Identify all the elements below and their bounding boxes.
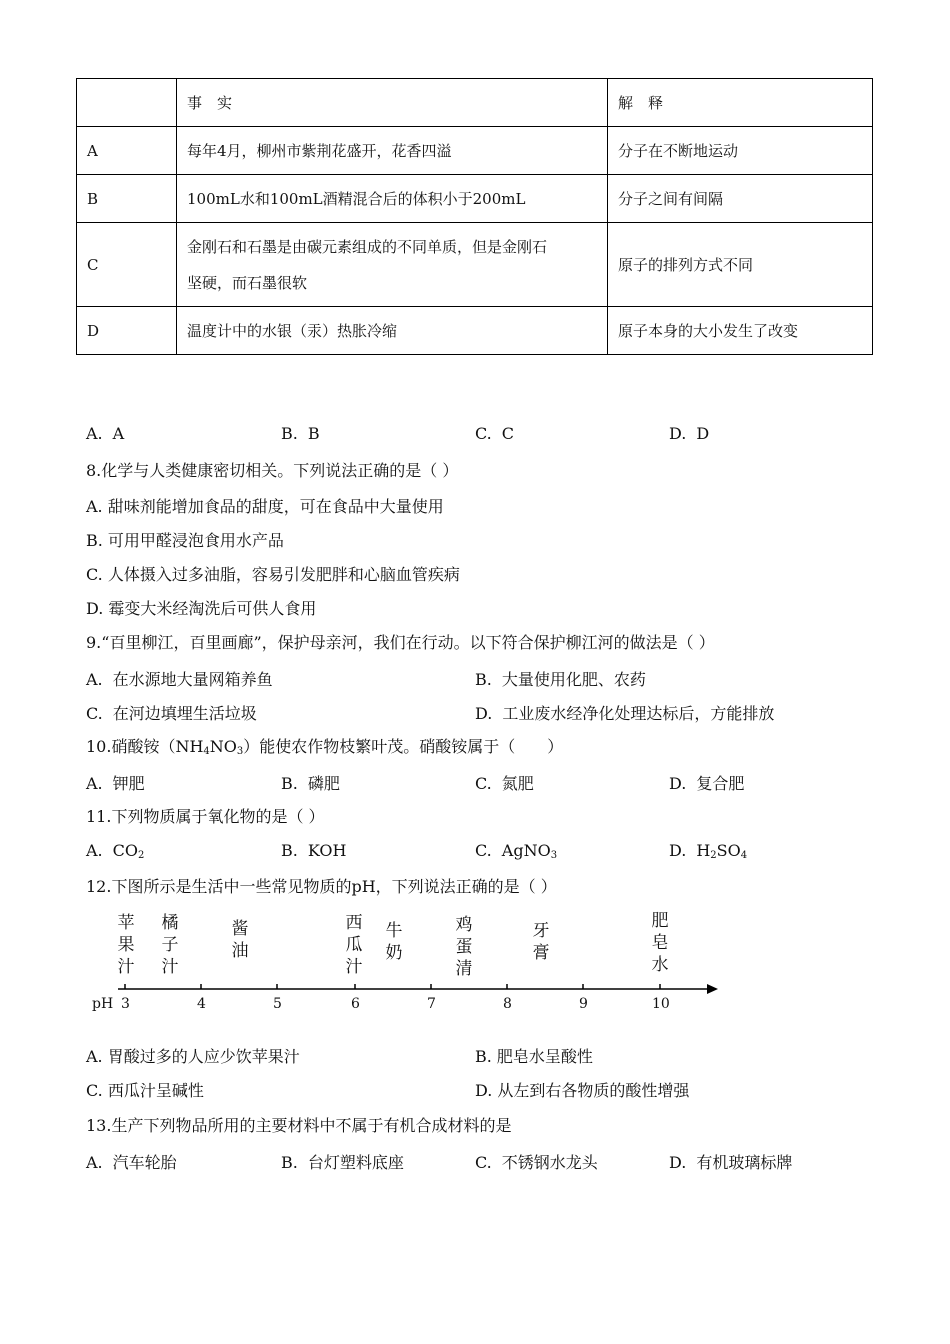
ph-tick-label: 9	[579, 996, 588, 1012]
q10-option-c[interactable]: C. 氮肥	[475, 774, 534, 793]
q12-option-d[interactable]: D. 从左到右各物质的酸性增强	[475, 1081, 690, 1100]
table-header-cell: 事 实	[177, 79, 608, 127]
q8-option-b[interactable]: B. 可用甲醛浸泡食用水产品	[86, 531, 284, 550]
ph-axis-arrow-icon	[707, 984, 718, 994]
q12-option-b[interactable]: B. 肥皂水呈酸性	[475, 1047, 593, 1066]
table-header-cell: 解 释	[608, 79, 873, 127]
substance-label: 酱油	[231, 919, 249, 961]
substance-label: 牙膏	[532, 921, 550, 963]
q7-option-d[interactable]: D. D	[669, 424, 710, 443]
q12-option-c[interactable]: C. 西瓜汁呈碱性	[86, 1081, 204, 1100]
q13-option-a[interactable]: A. 汽车轮胎	[86, 1153, 177, 1172]
row-key: D	[77, 307, 177, 355]
q13-stem: 13.生产下列物品所用的主要材料中不属于有机合成材料的是	[86, 1116, 512, 1135]
ph-tick-label: 7	[427, 996, 436, 1012]
q10-option-b[interactable]: B. 磷肥	[281, 774, 340, 793]
q8-option-c[interactable]: C. 人体摄入过多油脂，容易引发肥胖和心脑血管疾病	[86, 565, 460, 584]
q9-option-b[interactable]: B. 大量使用化肥、农药	[475, 670, 646, 689]
q13-option-b[interactable]: B. 台灯塑料底座	[281, 1153, 404, 1172]
q9-option-a[interactable]: A. 在水源地大量网箱养鱼	[86, 670, 273, 689]
q8-stem: 8.化学与人类健康密切相关。下列说法正确的是（ ）	[86, 461, 459, 480]
row-explain: 分子之间有间隔	[608, 175, 873, 223]
substance-label: 苹果汁	[117, 913, 135, 977]
q7-option-b[interactable]: B. B	[281, 424, 320, 443]
row-fact: 100mL水和100mL酒精混合后的体积小于200mL	[177, 175, 608, 223]
row-explain: 原子的排列方式不同	[608, 223, 873, 307]
q12-stem: 12.下图所示是生活中一些常见物质的pH，下列说法正确的是（ ）	[86, 877, 557, 896]
ph-tick-label: 4	[197, 996, 206, 1012]
row-fact: 温度计中的水银（汞）热胀冷缩	[177, 307, 608, 355]
row-explain: 分子在不断地运动	[608, 127, 873, 175]
q11-option-a[interactable]: A. $CO_2$	[86, 841, 145, 861]
q11-option-c[interactable]: C. AgNO$_3$	[475, 841, 558, 861]
ph-tick-label: 3	[121, 996, 130, 1012]
q7-option-a[interactable]: A. A	[86, 424, 125, 443]
substance-label: 鸡蛋清	[455, 915, 473, 979]
q8-option-a[interactable]: A. 甜味剂能增加食品的甜度，可在食品中大量使用	[86, 497, 444, 516]
q11-option-b[interactable]: B. KOH	[281, 841, 347, 860]
q11-stem: 11.下列物质属于氧化物的是（ ）	[86, 807, 325, 826]
q9-stem: 9.“百里柳江，百里画廊”，保护母亲河，我们在行动。以下符合保护柳江河的做法是（ ）	[86, 633, 715, 652]
row-fact-line: 金刚石和石墨是由碳元素组成的不同单质，但是金刚石	[187, 237, 548, 256]
q13-option-c[interactable]: C. 不锈钢水龙头	[475, 1153, 598, 1172]
ph-tick-label: 5	[273, 996, 282, 1012]
q7-option-c[interactable]: C. C	[475, 424, 515, 443]
q13-option-d[interactable]: D. 有机玻璃标牌	[669, 1153, 793, 1172]
q9-option-c[interactable]: C. 在河边填埋生活垃圾	[86, 704, 257, 723]
ph-tick-label: 6	[351, 996, 360, 1012]
ph-tick-label: 8	[503, 996, 512, 1012]
q9-option-d[interactable]: D. 工业废水经净化处理达标后，方能排放	[475, 704, 775, 723]
substance-label: 西瓜汁	[345, 913, 363, 977]
substance-label: 肥皂水	[651, 911, 669, 975]
q12-option-a[interactable]: A. 胃酸过多的人应少饮苹果汁	[86, 1047, 300, 1066]
ph-axis-label: pH	[92, 996, 114, 1012]
substance-label: 橘子汁	[161, 913, 179, 977]
row-key: B	[77, 175, 177, 223]
substance-label: 牛奶	[385, 921, 403, 963]
row-fact: 每年4月，柳州市紫荆花盛开，花香四溢	[177, 127, 608, 175]
q8-option-d[interactable]: D. 霉变大米经淘洗后可供人食用	[86, 599, 317, 618]
row-explain: 原子本身的大小发生了改变	[608, 307, 873, 355]
row-fact-line: 坚硬，而石墨很软	[187, 273, 308, 292]
row-key: C	[77, 223, 177, 307]
q10-stem: 10.硝酸铵$(NH_4NO_3)$能使农作物枝繁叶茂。硝酸铵属于（ ）	[86, 737, 564, 757]
q10-option-a[interactable]: A. 钾肥	[86, 774, 145, 793]
q11-option-d[interactable]: D. $H_2SO_4$	[669, 841, 748, 861]
row-key: A	[77, 127, 177, 175]
ph-tick-label: 10	[652, 996, 670, 1012]
q10-option-d[interactable]: D. 复合肥	[669, 774, 745, 793]
